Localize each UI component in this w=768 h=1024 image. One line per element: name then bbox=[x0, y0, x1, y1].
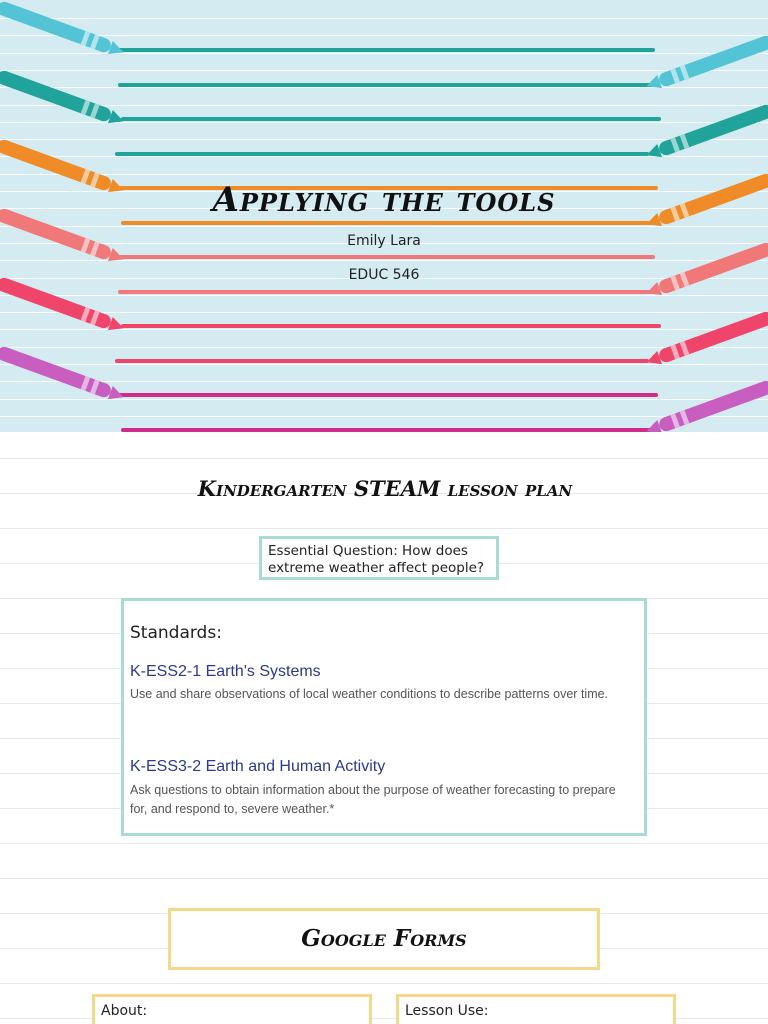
marker-stroke bbox=[118, 393, 658, 397]
about-box bbox=[92, 994, 372, 1024]
standard-title[interactable]: K-ESS3-2 Earth and Human Activity bbox=[130, 758, 386, 775]
notebook-line bbox=[0, 139, 768, 140]
notebook-line bbox=[0, 35, 768, 36]
crayon-icon bbox=[657, 379, 768, 432]
marker-stroke bbox=[121, 117, 661, 121]
notebook-line bbox=[0, 312, 768, 313]
notebook-line bbox=[0, 105, 768, 106]
notebook-line bbox=[0, 70, 768, 71]
marker-stroke bbox=[115, 152, 649, 156]
notebook-line bbox=[0, 416, 768, 417]
standard-description: Ask questions to obtain information about the purpose of weather forecasting to prepare for, and respond to, severe weather.* bbox=[130, 783, 616, 816]
marker-stroke bbox=[115, 359, 649, 363]
crayon-icon bbox=[657, 103, 768, 157]
notebook-line bbox=[0, 381, 768, 382]
marker-stroke bbox=[115, 48, 655, 52]
lesson-use-label: Lesson Use: bbox=[405, 1003, 489, 1019]
crayon-icon bbox=[0, 345, 113, 399]
crayon-icon bbox=[0, 276, 113, 330]
tool-heading: Google Forms bbox=[301, 925, 467, 952]
marker-stroke bbox=[121, 221, 655, 225]
notebook-line bbox=[0, 174, 768, 175]
standard-title[interactable]: K-ESS2-1 Earth's Systems bbox=[130, 663, 321, 680]
notebook-line bbox=[0, 18, 768, 19]
course-code: EDUC 546 bbox=[348, 267, 420, 283]
standard-description: Use and share observations of local weather conditions to describe patterns over time. bbox=[130, 687, 609, 701]
standards-heading: Standards: bbox=[130, 623, 222, 643]
paper-line bbox=[0, 528, 768, 529]
lesson-plan-title: Kindergarten STEAM lesson plan bbox=[197, 476, 573, 501]
lesson-plan-slide bbox=[0, 432, 768, 1024]
marker-stroke bbox=[121, 428, 655, 432]
marker-stroke bbox=[121, 324, 661, 328]
crayon-icon bbox=[0, 69, 113, 123]
paper-line bbox=[0, 458, 768, 459]
standards-box bbox=[121, 598, 647, 836]
lesson-use-box bbox=[396, 994, 676, 1024]
marker-stroke bbox=[118, 83, 652, 87]
paper-line bbox=[0, 843, 768, 844]
paper-line bbox=[0, 878, 768, 879]
notebook-line bbox=[0, 347, 768, 348]
crayon-icon bbox=[657, 310, 768, 364]
marker-stroke bbox=[115, 255, 655, 259]
paper-line bbox=[0, 983, 768, 984]
crayon-icon bbox=[657, 34, 768, 88]
essential-question-box: Essential Question: How does extreme weather affect people? bbox=[259, 536, 499, 580]
about-label: About: bbox=[101, 1003, 148, 1019]
title-slide bbox=[0, 0, 768, 432]
crayon-icon bbox=[0, 0, 113, 54]
marker-stroke bbox=[118, 290, 652, 294]
tool-heading-box bbox=[168, 908, 600, 970]
author-name: Emily Lara bbox=[347, 233, 421, 249]
deck-title: Applying the tools bbox=[212, 180, 556, 220]
